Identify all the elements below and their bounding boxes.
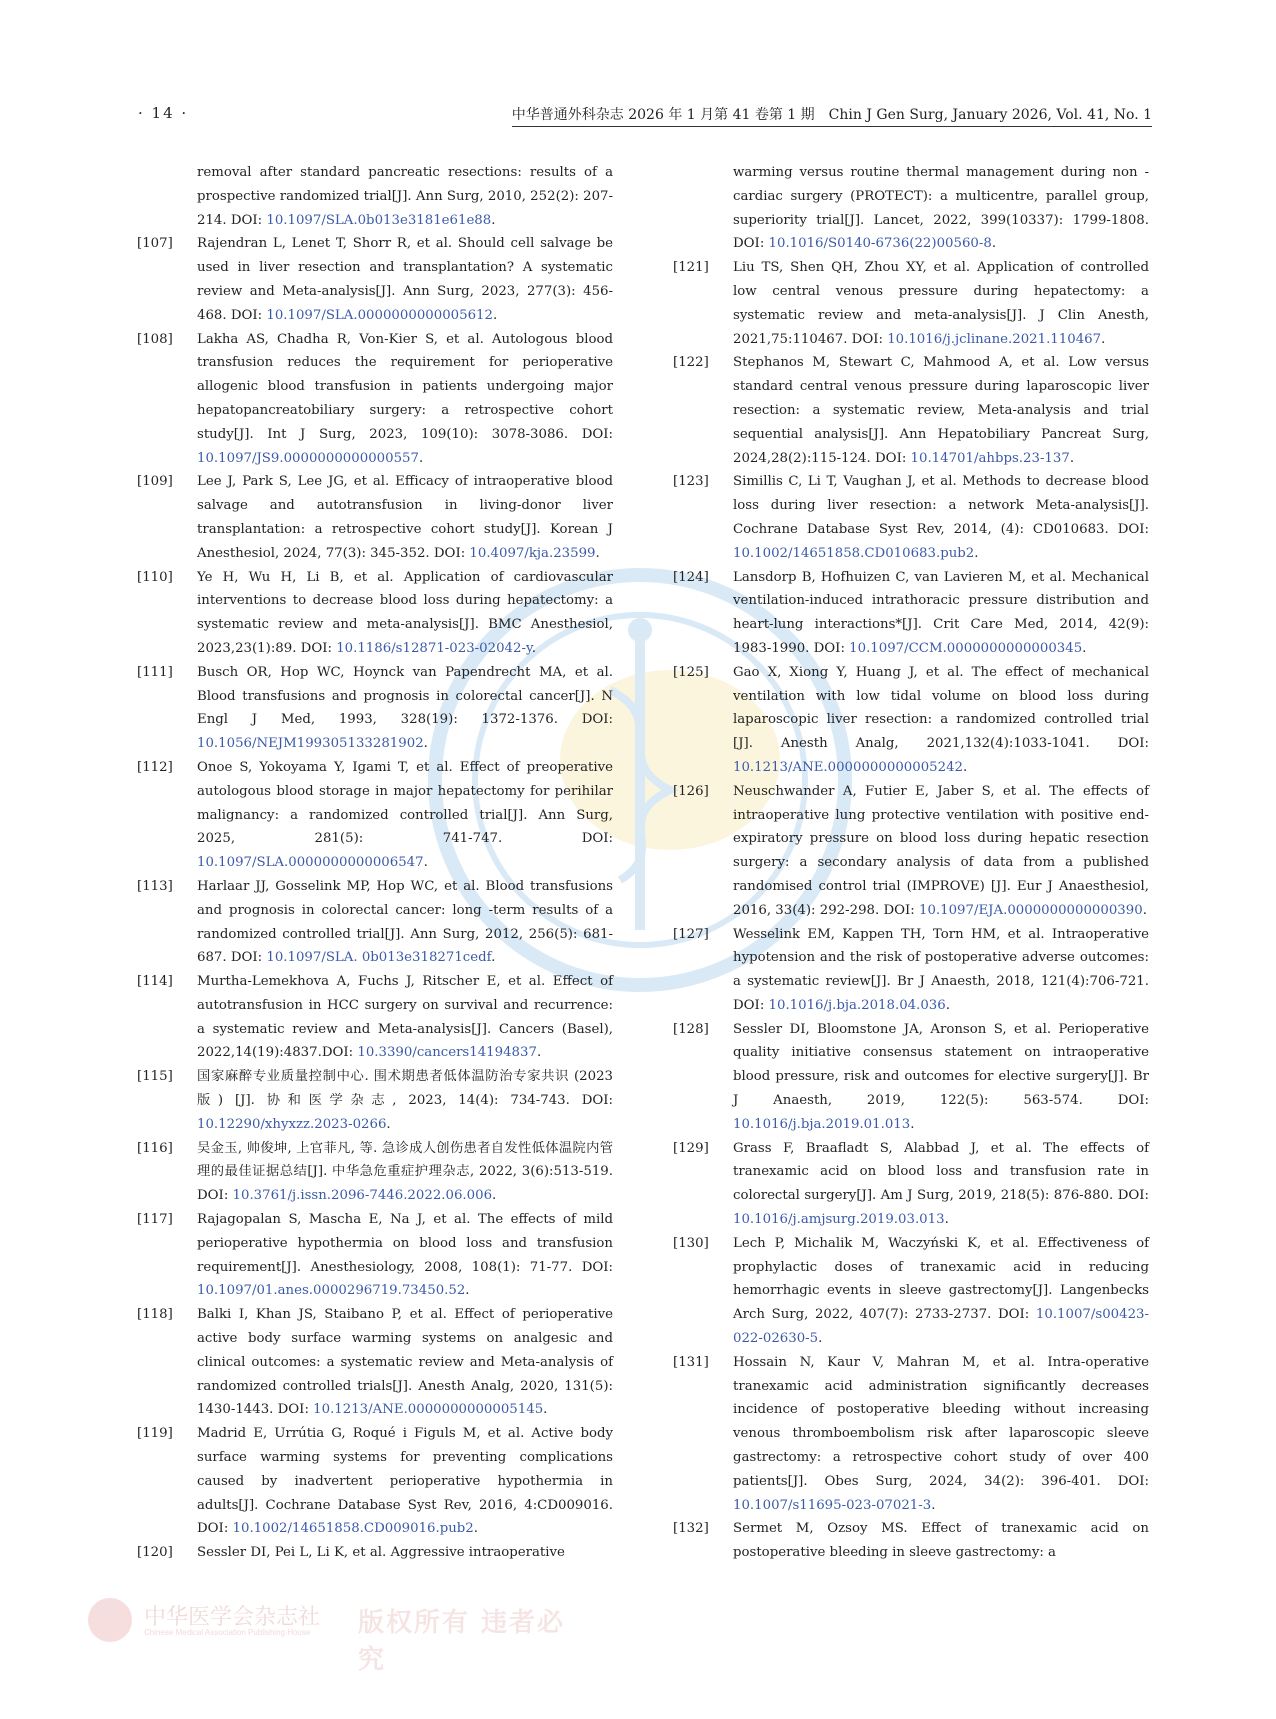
reference-text: Onoe S, Yokoyama Y, Igami T, et al. Effect of preoperative autologous blood storage in major hepatectomy for perihilar malignancy: a randomized controlled trial[J]. Ann Surg, 2025, 281(5): 741-747. DOI:: [197, 759, 613, 847]
reference-item: [125] Gao X, Xiong Y, Huang J, et al. The effect of mechanical ventilation with low tidal volume on blood loss during laparoscopic liver resection: a randomized controlled trial [J]. Anesth Analg, 2021,132(4):1033-1041. DOI: 10.1213/ANE.0000000000005242.: [673, 661, 1149, 780]
reference-text: Rajendran L, Lenet T, Shorr R, et al. Should cell salvage be used in liver resection and transplantation? A systematic review and Meta-analysis[J]. Ann Surg, 2023, 277(3): 456-468. DOI:: [197, 236, 613, 323]
reference-text: removal after standard pancreatic resections: results of a prospective randomized trial[J]. Ann Surg, 2010, 252(2): 207-214. DOI:: [197, 165, 613, 228]
reference-item: [118] Balki I, Khan JS, Staibano P, et al. Effect of perioperative active body surface warming systems on analgesic and clinical outcomes: a systematic review and Meta-analysis of randomized controlled trials[J]. Anesth Analg, 2020, 131(5): 1430-1443. DOI: 10.1213/ANE.0000000000005145.: [137, 1303, 613, 1422]
publisher-watermark: [88, 1598, 568, 1675]
doi-link[interactable]: 10.4097/kja.23599: [469, 545, 596, 561]
reference-number: [121]: [673, 260, 709, 276]
reference-item: [112] Onoe S, Yokoyama Y, Igami T, et al. Effect of preoperative autologous blood storage in major hepatectomy for perihilar malignancy: a randomized controlled trial[J]. Ann Surg, 2025, 281(5): 741-747. DOI: 10.1097/SLA.0000000000006547.: [137, 756, 613, 875]
reference-text: warming versus routine thermal management during non -cardiac surgery (PROTECT): a multicentre, parallel group, superiority trial[J]. Lancet, 2022, 399(10337): 1799-1808. DOI:: [733, 165, 1149, 252]
reference-item: [117] Rajagopalan S, Mascha E, Na J, et al. The effects of mild perioperative hypothermia on blood loss and transfusion requirement[J]. Anesthesiology, 2008, 108(1): 71-77. DOI: 10.1097/01.anes.0000296719.73450.52.: [137, 1208, 613, 1303]
publisher-name-cn: 中华医学会杂志社: [144, 1605, 321, 1630]
reference-number: [117]: [137, 1212, 173, 1228]
reference-text: Grass F, Braafladt S, Alabbad J, et al. The effects of tranexamic acid on blood loss and transfusion rate in colorectal surgery[J]. Am J Surg, 2019, 218(5): 876-880. DOI:: [733, 1140, 1149, 1204]
reference-number: [114]: [137, 974, 173, 990]
reference-number: [125]: [673, 664, 709, 680]
reference-number: [120]: [137, 1545, 173, 1561]
reference-number: [111]: [137, 664, 173, 680]
doi-link[interactable]: 10.1056/NEJM199305133281902: [197, 736, 424, 752]
reference-number: [132]: [673, 1521, 709, 1537]
reference-number: [128]: [673, 1021, 709, 1037]
publisher-seal-icon: [88, 1598, 132, 1642]
reference-number: [109]: [137, 474, 173, 490]
reference-number: [126]: [673, 783, 709, 799]
reference-item: [115] 国家麻醉专业质量控制中心. 围术期患者低体温防治专家共识 (2023 版) [J]. 协和医学杂志, 2023, 14(4): 734-743. DOI: 10.12290/xhyxzz.2023-0266.: [137, 1065, 613, 1136]
reference-text: Rajagopalan S, Mascha E, Na J, et al. The effects of mild perioperative hypothermia on blood loss and transfusion requirement[J]. Anesthesiology, 2008, 108(1): 71-77. DOI:: [197, 1212, 613, 1275]
reference-text: Simillis C, Li T, Vaughan J, et al. Methods to decrease blood loss during liver resection: a network Meta-analysis[J]. Cochrane Database Syst Rev, 2014, (4): CD010683. DOI:: [733, 474, 1149, 537]
reference-item: [127] Wesselink EM, Kappen TH, Torn HM, et al. Intraoperative hypotension and the risk of postoperative adverse outcomes: a systematic review[J]. Br J Anaesth, 2018, 121(4):706-721. DOI: 10.1016/j.bja.2018.04.036.: [673, 923, 1149, 1018]
doi-link[interactable]: 10.1097/CCM.0000000000000345: [849, 640, 1083, 656]
reference-text: Harlaar JJ, Gosselink MP, Hop WC, et al. Blood transfusions and prognosis in colorectal cancer: long -term results of a randomized controlled trial[J]. Ann Surg, 2012, 256(5): 681-687. DOI:: [197, 878, 613, 966]
doi-link[interactable]: 10.1097/01.anes.0000296719.73450.52: [197, 1283, 466, 1299]
doi-link[interactable]: 10.1016/j.jclinane.2021.110467: [887, 331, 1102, 347]
doi-link[interactable]: 10.1097/SLA.0000000000005612: [266, 307, 493, 323]
reference-number: [107]: [137, 236, 173, 252]
reference-text: Stephanos M, Stewart C, Mahmood A, et al. Low versus standard central venous pressure during laparoscopic liver resection: a systematic review, Meta-analysis and trial sequential analysis[J]. Ann Hepatobiliary Pancreat Surg, 2024,28(2):115-124. DOI:: [733, 355, 1149, 466]
publisher-name-en: Chinese Medical Association Publishing House: [144, 1628, 311, 1637]
reference-text: Lakha AS, Chadha R, Von-Kier S, et al. Autologous blood transfusion reduces the requirement for perioperative allogenic blood transfusion in patients undergoing major hepatopancreatobiliary surgery: a retrospective cohort study[J]. Int J Surg, 2023, 109(10): 3078-3086. DOI:: [197, 331, 613, 442]
reference-item: [114] Murtha-Lemekhova A, Fuchs J, Ritscher E, et al. Effect of autotransfusion in HCC surgery on survival and recurrence: a systematic review and Meta-analysis[J]. Cancers (Basel), 2022,14(19):4837.DOI: 10.3390/cancers14194837.: [137, 970, 613, 1065]
doi-link[interactable]: 10.1097/EJA.0000000000000390: [918, 902, 1143, 918]
doi-link[interactable]: 10.1097/JS9.0000000000000557: [197, 450, 419, 466]
reference-text: Sessler DI, Pei L, Li K, et al. Aggressive intraoperative: [197, 1545, 565, 1561]
doi-link[interactable]: 10.3761/j.issn.2096-7446.2022.06.006: [232, 1188, 493, 1204]
reference-number: [119]: [137, 1426, 173, 1442]
reference-item: [123] Simillis C, Li T, Vaughan J, et al. Methods to decrease blood loss during liver resection: a network Meta-analysis[J]. Cochrane Database Syst Rev, 2014, (4): CD010683. DOI: 10.1002/14651858.CD010683.pub2.: [673, 470, 1149, 565]
doi-link[interactable]: 10.1186/s12871-023-02042-y: [336, 640, 532, 656]
reference-text: Busch OR, Hop WC, Hoynck van Papendrecht MA, et al. Blood transfusions and prognosis in colorectal cancer[J]. N Engl J Med, 1993, 328(19): 1372-1376. DOI:: [197, 664, 613, 728]
left-reference-column: [137, 161, 613, 1565]
doi-link[interactable]: 10.1213/ANE.0000000000005145: [313, 1402, 544, 1418]
reference-item: [129] Grass F, Braafladt S, Alabbad J, et al. The effects of tranexamic acid on blood loss and transfusion rate in colorectal surgery[J]. Am J Surg, 2019, 218(5): 876-880. DOI: 10.1016/j.amjsurg.2019.03.013.: [673, 1137, 1149, 1232]
page-number: · 14 ·: [138, 104, 189, 122]
reference-item: [137, 1541, 613, 1565]
reference-text: Gao X, Xiong Y, Huang J, et al. The effect of mechanical ventilation with low tidal volume on blood loss during laparoscopic liver resection: a randomized controlled trial [J]. Anesth Analg, 2021,132(4):1033-1041. DOI:: [733, 664, 1149, 752]
reference-number: [112]: [137, 759, 173, 775]
reference-text: 吴金玉, 帅俊坤, 上官菲凡, 等. 急诊成人创伤患者自发性低体温院内管理的最佳证据总结[J]. 中华急危重症护理杂志, 2022, 3(6):513-519. DOI:: [197, 1140, 613, 1204]
reference-item: [673, 1517, 1149, 1565]
reference-number: [130]: [673, 1235, 709, 1251]
reference-item: [122] Stephanos M, Stewart C, Mahmood A, et al. Low versus standard central venous pressure during laparoscopic liver resection: a systematic review, Meta-analysis and trial sequential analysis[J]. Ann Hepatobiliary Pancreat Surg, 2024,28(2):115-124. DOI: 10.14701/ahbps.23-137.: [673, 351, 1149, 470]
reference-text: Ye H, Wu H, Li B, et al. Application of cardiovascular interventions to decrease blood loss during hepatectomy: a systematic review and meta-analysis[J]. BMC Anesthesiol, 2023,23(1):89. DOI:: [197, 569, 613, 656]
reference-item: warming versus routine thermal management during non -cardiac surgery (PROTECT): a multicentre, parallel group, superiority trial[J]. Lancet, 2022, 399(10337): 1799-1808. DOI: 10.1016/S0140-6736(22)00560-8.: [733, 165, 1149, 252]
reference-number: [123]: [673, 474, 709, 490]
journal-running-head: 中华普通外科杂志 2026 年 1 月第 41 卷第 1 期 Chin J Gen Surg, January 2026, Vol. 41, No. 1: [512, 104, 1152, 127]
reference-text: Sessler DI, Bloomstone JA, Aronson S, et al. Perioperative quality initiative consensus statement on intraoperative blood pressure, risk and outcomes for elective surgery[J]. Br J Anaesth, 2019, 122(5): 563-574. DOI:: [733, 1021, 1149, 1109]
reference-number: [131]: [673, 1354, 709, 1370]
doi-link[interactable]: 10.1007/s00423-022-02630-5: [733, 1307, 1149, 1347]
doi-link[interactable]: 10.1213/ANE.0000000000005242: [733, 759, 963, 775]
doi-link[interactable]: 10.1016/j.amjsurg.2019.03.013: [733, 1212, 945, 1228]
reference-item: [109] Lee J, Park S, Lee JG, et al. Efficacy of intraoperative blood salvage and autotransfusion in living-donor liver transplantation: a retrospective cohort study[J]. Korean J Anesthesiol, 2024, 77(3): 345-352. DOI: 10.4097/kja.23599.: [137, 470, 613, 565]
reference-number: [108]: [137, 331, 173, 347]
reference-number: [113]: [137, 878, 173, 894]
reference-item: [107] Rajendran L, Lenet T, Shorr R, et al. Should cell salvage be used in liver resection and transplantation? A systematic review and Meta-analysis[J]. Ann Surg, 2023, 277(3): 456-468. DOI: 10.1097/SLA.0000000000005612.: [137, 232, 613, 327]
reference-item: [110] Ye H, Wu H, Li B, et al. Application of cardiovascular interventions to decrease blood loss during hepatectomy: a systematic review and meta-analysis[J]. BMC Anesthesiol, 2023,23(1):89. DOI: 10.1186/s12871-023-02042-y.: [137, 566, 613, 661]
reference-item: [116] 吴金玉, 帅俊坤, 上官菲凡, 等. 急诊成人创伤患者自发性低体温院内管理的最佳证据总结[J]. 中华急危重症护理杂志, 2022, 3(6):513-519. DOI: 10.3761/j.issn.2096-7446.2022.06.006.: [137, 1137, 613, 1208]
reference-item: [124] Lansdorp B, Hofhuizen C, van Lavieren M, et al. Mechanical ventilation-induced intrathoracic pressure distribution and heart-lung interactions*[J]. Crit Care Med, 2014, 42(9): 1983-1990. DOI: 10.1097/CCM.0000000000000345.: [673, 566, 1149, 661]
reference-number: [115]: [137, 1069, 173, 1085]
reference-item: [113] Harlaar JJ, Gosselink MP, Hop WC, et al. Blood transfusions and prognosis in colorectal cancer: long -term results of a randomized controlled trial[J]. Ann Surg, 2012, 256(5): 681-687. DOI: 10.1097/SLA. 0b013e318271cedf.: [137, 875, 613, 970]
reference-text: Madrid E, Urrútia G, Roqué i Figuls M, et al. Active body surface warming systems for preventing complications caused by inadvertent perioperative hypothermia in adults[J]. Cochrane Database Syst Rev, 2016, 4:CD009016. DOI:: [197, 1426, 613, 1537]
reference-text: Sermet M, Ozsoy MS. Effect of tranexamic acid on postoperative bleeding in sleeve gastrectomy: a: [733, 1521, 1149, 1561]
reference-number: [127]: [673, 926, 709, 942]
doi-link[interactable]: 10.1097/SLA.0b013e3181e61e88: [266, 212, 492, 228]
reference-number: [122]: [673, 355, 709, 371]
reference-text: Murtha-Lemekhova A, Fuchs J, Ritscher E, et al. Effect of autotransfusion in HCC surgery on survival and recurrence: a systematic review and Meta-analysis[J]. Cancers (Basel), 2022,14(19):4837.DOI:: [197, 974, 613, 1061]
doi-link[interactable]: 10.1097/SLA. 0b013e318271cedf: [266, 950, 492, 966]
doi-link[interactable]: 10.1016/S0140-6736(22)00560-8: [768, 236, 992, 252]
reference-item: [130] Lech P, Michalik M, Waczyński K, et al. Effectiveness of prophylactic doses of tranexamic acid in reducing hemorrhagic events in sleeve gastrectomy[J]. Langenbecks Arch Surg, 2022, 407(7): 2733-2737. DOI: 10.1007/s00423-022-02630-5.: [673, 1232, 1149, 1351]
doi-link[interactable]: 10.1007/s11695-023-07021-3: [733, 1497, 932, 1513]
reference-text: Balki I, Khan JS, Staibano P, et al. Effect of perioperative active body surface warming systems on analgesic and clinical outcomes: a systematic review and Meta-analysis of randomized controlled trials[J]. Anesth Analg, 2020, 131(5): 1430-1443. DOI:: [197, 1307, 613, 1418]
copyright-notice: 版权所有 违者必究: [358, 1608, 566, 1675]
page-header: [138, 104, 1152, 126]
reference-item: [108] Lakha AS, Chadha R, Von-Kier S, et al. Autologous blood transfusion reduces the requirement for perioperative allogenic blood transfusion in patients undergoing major hepatopancreatobiliary surgery: a retrospective cohort study[J]. Int J Surg, 2023, 109(10): 3078-3086. DOI: 10.1097/JS9.0000000000000557.: [137, 328, 613, 471]
reference-number: [110]: [137, 569, 173, 585]
reference-text: Wesselink EM, Kappen TH, Torn HM, et al. Intraoperative hypotension and the risk of postoperative adverse outcomes: a systematic review[J]. Br J Anaesth, 2018, 121(4):706-721. DOI:: [733, 926, 1149, 1013]
reference-item: [126] Neuschwander A, Futier E, Jaber S, et al. The effects of intraoperative lung protective ventilation with positive end-expiratory pressure on blood loss during hepatic resection surgery: a secondary analysis of data from a published randomised control trial (IMPROVE) [J]. Eur J Anaesthesiol, 2016, 33(4): 292-298. DOI: 10.1097/EJA.0000000000000390.: [673, 780, 1149, 923]
doi-link[interactable]: 10.1016/j.bja.2019.01.013: [733, 1116, 911, 1132]
reference-item: [119] Madrid E, Urrútia G, Roqué i Figuls M, et al. Active body surface warming systems for preventing complications caused by inadvertent perioperative hypothermia in adults[J]. Cochrane Database Syst Rev, 2016, 4:CD009016. DOI: 10.1002/14651858.CD009016.pub2.: [137, 1422, 613, 1541]
reference-number: [116]: [137, 1140, 173, 1156]
reference-item: [121] Liu TS, Shen QH, Zhou XY, et al. Application of controlled low central venous pressure during hepatectomy: a systematic review and meta-analysis[J]. J Clin Anesth, 2021,75:110467. DOI: 10.1016/j.jclinane.2021.110467.: [673, 256, 1149, 351]
doi-link[interactable]: 10.3390/cancers14194837: [357, 1045, 537, 1061]
right-reference-column: [673, 161, 1149, 1565]
reference-item: removal after standard pancreatic resections: results of a prospective randomized trial[J]. Ann Surg, 2010, 252(2): 207-214. DOI: 10.1097/SLA.0b013e3181e61e88.: [197, 165, 613, 228]
reference-item: [111] Busch OR, Hop WC, Hoynck van Papendrecht MA, et al. Blood transfusions and prognosis in colorectal cancer[J]. N Engl J Med, 1993, 328(19): 1372-1376. DOI: 10.1056/NEJM199305133281902.: [137, 661, 613, 756]
reference-item: [128] Sessler DI, Bloomstone JA, Aronson S, et al. Perioperative quality initiative consensus statement on intraoperative blood pressure, risk and outcomes for elective surgery[J]. Br J Anaesth, 2019, 122(5): 563-574. DOI: 10.1016/j.bja.2019.01.013.: [673, 1018, 1149, 1137]
reference-text: Lansdorp B, Hofhuizen C, van Lavieren M, et al. Mechanical ventilation-induced intrathoracic pressure distribution and heart-lung interactions*[J]. Crit Care Med, 2014, 42(9): 1983-1990. DOI:: [733, 569, 1149, 656]
reference-number: [129]: [673, 1140, 709, 1156]
doi-link[interactable]: 10.14701/ahbps.23-137: [910, 450, 1070, 466]
doi-link[interactable]: 10.1016/j.bja.2018.04.036: [768, 997, 946, 1013]
reference-number: [118]: [137, 1307, 173, 1323]
doi-link[interactable]: 10.12290/xhyxzz.2023-0266: [197, 1116, 387, 1132]
reference-number: [124]: [673, 569, 709, 585]
reference-text: Hossain N, Kaur V, Mahran M, et al. Intra-operative tranexamic acid administration significantly decreases incidence of postoperative bleeding without increasing venous thromboembolism risk after laparoscopic sleeve gastrectomy: a retrospective cohort study of over 400 patients[J]. Obes Surg, 2024, 34(2): 396-401. DOI:: [733, 1354, 1149, 1489]
doi-link[interactable]: 10.1002/14651858.CD009016.pub2: [232, 1521, 474, 1537]
reference-item: [131] Hossain N, Kaur V, Mahran M, et al. Intra-operative tranexamic acid administration significantly decreases incidence of postoperative bleeding without increasing venous thromboembolism risk after laparoscopic sleeve gastrectomy: a retrospective cohort study of over 400 patients[J]. Obes Surg, 2024, 34(2): 396-401. DOI: 10.1007/s11695-023-07021-3.: [673, 1351, 1149, 1518]
reference-text: Lee J, Park S, Lee JG, et al. Efficacy of intraoperative blood salvage and autotransfusion in living-donor liver transplantation: a retrospective cohort study[J]. Korean J Anesthesiol, 2024, 77(3): 345-352. DOI:: [197, 474, 613, 561]
reference-text: 国家麻醉专业质量控制中心. 围术期患者低体温防治专家共识 (2023 版) [J]. 协和医学杂志, 2023, 14(4): 734-743. DOI:: [197, 1069, 613, 1109]
reference-text: Neuschwander A, Futier E, Jaber S, et al. The effects of intraoperative lung protective ventilation with positive end-expiratory pressure on blood loss during hepatic resection surgery: a secondary analysis of data from a published randomised control trial (IMPROVE) [J]. Eur J Anaesthesiol, 2016, 33(4): 292-298. DOI:: [733, 783, 1149, 918]
reference-text: Liu TS, Shen QH, Zhou XY, et al. Application of controlled low central venous pressure during hepatectomy: a systematic review and meta-analysis[J]. J Clin Anesth, 2021,75:110467. DOI:: [733, 260, 1149, 347]
doi-link[interactable]: 10.1002/14651858.CD010683.pub2: [733, 545, 975, 561]
doi-link[interactable]: 10.1097/SLA.0000000000006547: [197, 855, 424, 871]
reference-text: Lech P, Michalik M, Waczyński K, et al. Effectiveness of prophylactic doses of tranexamic acid in reducing hemorrhagic events in sleeve gastrectomy[J]. Langenbecks Arch Surg, 2022, 407(7): 2733-2737. DOI:: [733, 1235, 1149, 1323]
